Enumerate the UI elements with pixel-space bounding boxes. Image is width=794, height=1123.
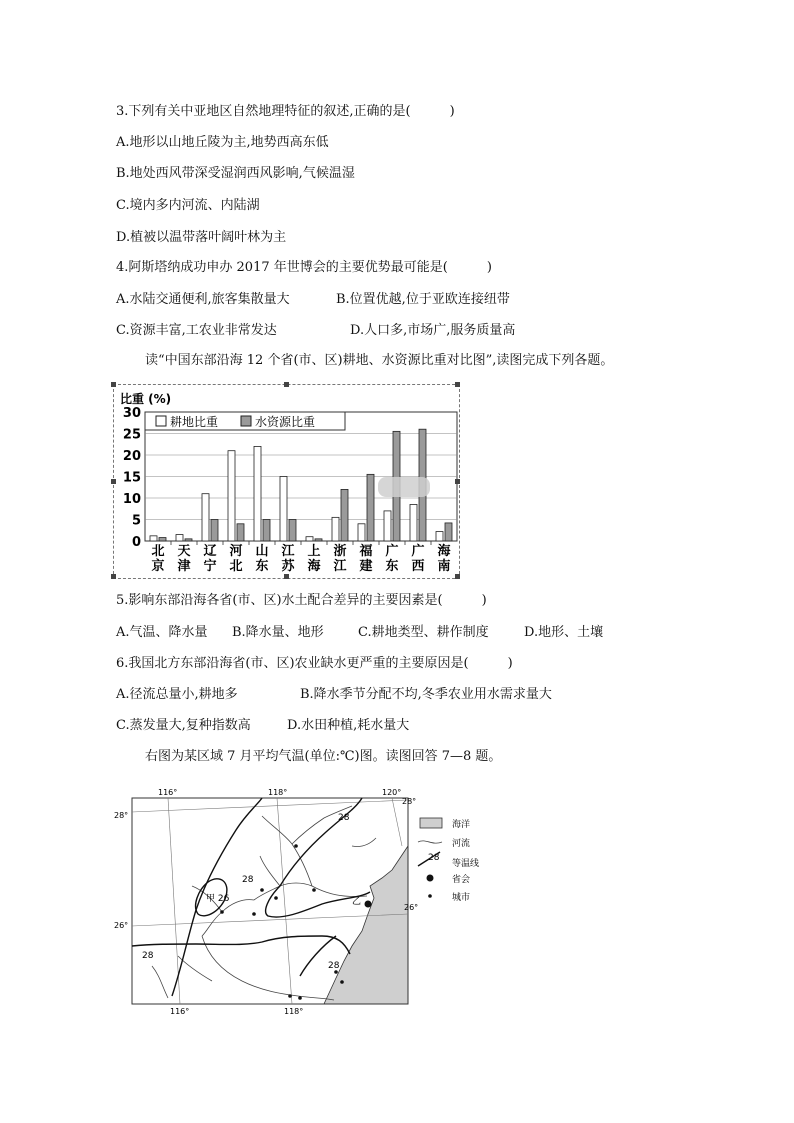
temperature-map xyxy=(112,786,532,1016)
bar-water xyxy=(341,489,348,541)
category-label: 北 xyxy=(229,559,243,574)
q3-option-d: D.植被以温带落叶阔叶林为主 xyxy=(116,230,287,245)
legend-river-symbol xyxy=(418,841,442,843)
resize-handle xyxy=(455,382,460,387)
q3-option-c: C.境内多内河流、内陆湖 xyxy=(116,198,260,213)
y-tick-label: 25 xyxy=(122,427,141,443)
q5-option-a: A.气温、降水量 xyxy=(116,625,208,640)
lon-label: 116° xyxy=(170,1007,190,1016)
resize-handle xyxy=(455,574,460,579)
legend-capital-symbol xyxy=(427,875,434,882)
category-label: 东 xyxy=(385,559,399,574)
q4-option-a: A.水陆交通便利,旅客集散量大 xyxy=(116,292,290,307)
bar-cropland xyxy=(202,494,209,541)
q4-option-d: D.人口多,市场广,服务质量高 xyxy=(350,323,516,338)
legend-swatch-cropland xyxy=(156,416,166,426)
bar-water xyxy=(185,539,192,541)
bar-cropland xyxy=(332,517,339,541)
bar-water xyxy=(159,538,166,541)
bar-cropland xyxy=(150,536,157,541)
category-label: 宁 xyxy=(203,559,217,574)
lat-label: 26° xyxy=(114,921,129,930)
q5-stem: 5.影响东部沿海各省(市、区)水土配合差异的主要因素是( ) xyxy=(116,593,487,608)
isotherm-label: 28 xyxy=(328,961,340,971)
resize-handle xyxy=(111,574,116,579)
legend-label-water: 水资源比重 xyxy=(255,415,316,429)
category-label: 苏 xyxy=(281,559,295,574)
chart-frame xyxy=(113,384,460,579)
legend-ocean-swatch xyxy=(420,818,442,828)
bar-water xyxy=(263,520,270,542)
resize-handle xyxy=(111,382,116,387)
category-label: 海 xyxy=(437,544,451,559)
bar-cropland xyxy=(228,451,235,541)
category-label: 山 xyxy=(255,544,269,559)
bar-water xyxy=(367,474,374,541)
y-tick-label: 30 xyxy=(122,406,141,421)
bar-cropland xyxy=(254,446,261,541)
category-label: 天 xyxy=(177,544,191,559)
isotherm-label: 28 xyxy=(338,813,350,823)
latitude-line xyxy=(132,800,408,812)
lon-label: 116° xyxy=(158,788,178,797)
point-jia-label: 甲 26 xyxy=(206,894,230,904)
category-label: 福 xyxy=(359,544,373,559)
y-tick-label: 10 xyxy=(122,492,141,507)
legend-city-label: 城市 xyxy=(452,893,471,903)
legend-swatch-water xyxy=(241,416,251,426)
q6-option-c: C.蒸发量大,复种指数高 xyxy=(116,718,251,733)
resize-handle xyxy=(455,479,460,484)
category-label: 东 xyxy=(255,559,269,574)
bar-cropland xyxy=(436,532,443,541)
bar-chart xyxy=(114,385,459,578)
q3-option-b: B.地处西风带深受湿润西风影响,气候温湿 xyxy=(116,166,355,181)
lat-label: 28° xyxy=(402,797,417,806)
legend-isotherm-value: 28 xyxy=(428,853,440,863)
bar-water xyxy=(445,523,452,541)
q5-option-b: B.降水量、地形 xyxy=(232,625,324,640)
bar-water xyxy=(315,539,322,541)
category-label: 西 xyxy=(411,559,425,574)
legend-capital-label: 省会 xyxy=(452,875,471,885)
lat-label: 28° xyxy=(114,811,129,820)
bar-water xyxy=(289,520,296,542)
category-label: 南 xyxy=(437,559,451,574)
lat-label: 26° xyxy=(404,903,419,912)
category-label: 江 xyxy=(333,559,347,574)
lon-label: 118° xyxy=(268,788,288,797)
resize-handle xyxy=(284,382,289,387)
q3-option-a: A.地形以山地丘陵为主,地势西高东低 xyxy=(116,135,329,150)
map-intro: 右图为某区域 7 月平均气温(单位:℃)图。读图回答 7—8 题。 xyxy=(145,749,502,764)
bar-cropland xyxy=(384,511,391,541)
lon-label: 118° xyxy=(284,1007,304,1016)
q4-option-b: B.位置优越,位于亚欧连接纽带 xyxy=(336,292,510,307)
capital-marker xyxy=(365,901,372,908)
chart-intro: 读“中国东部沿海 12 个省(市、区)耕地、水资源比重对比图”,读图完成下列各题。 xyxy=(145,353,614,368)
bar-water xyxy=(211,520,218,542)
bar-cropland xyxy=(176,535,183,541)
q3-stem: 3.下列有关中亚地区自然地理特征的叙述,正确的是( ) xyxy=(116,104,455,119)
legend-isotherm-label: 等温线 xyxy=(452,859,480,869)
bar-water xyxy=(237,524,244,541)
q6-option-b: B.降水季节分配不均,冬季农业用水需求量大 xyxy=(300,687,552,702)
bar-cropland xyxy=(306,537,313,541)
resize-handle xyxy=(284,574,289,579)
longitude-line xyxy=(392,798,402,846)
legend-city-symbol xyxy=(428,894,432,898)
category-label: 江 xyxy=(281,544,295,559)
ocean-area xyxy=(324,846,408,1004)
legend-river-label: 河流 xyxy=(452,839,471,849)
q6-option-d: D.水田种植,耗水量大 xyxy=(287,718,410,733)
q4-option-c: C.资源丰富,工农业非常发达 xyxy=(116,323,277,338)
q4-stem: 4.阿斯塔纳成功申办 2017 年世博会的主要优势最可能是( ) xyxy=(116,260,492,275)
category-label: 浙 xyxy=(333,544,347,559)
legend-ocean-label: 海洋 xyxy=(452,820,471,830)
bar-cropland xyxy=(358,524,365,541)
blur-mark xyxy=(378,477,430,497)
q5-option-c: C.耕地类型、耕作制度 xyxy=(358,625,489,640)
category-label: 河 xyxy=(229,544,243,559)
category-label: 海 xyxy=(307,559,321,574)
point-yi-label: 乙 xyxy=(352,897,362,907)
resize-handle xyxy=(111,479,116,484)
category-label: 上 xyxy=(307,544,321,559)
y-tick-label: 20 xyxy=(122,449,141,464)
isotherm-label: 28 xyxy=(242,875,254,885)
category-label: 广 xyxy=(385,544,399,559)
longitude-line xyxy=(277,798,292,1004)
q5-option-d: D.地形、土壤 xyxy=(524,625,604,640)
y-tick-label: 0 xyxy=(131,535,141,550)
category-label: 广 xyxy=(411,544,425,559)
bar-cropland xyxy=(410,504,417,541)
chart-ylabel: 比重 (%) xyxy=(120,392,172,406)
y-tick-label: 15 xyxy=(122,470,141,486)
category-label: 辽 xyxy=(203,544,217,559)
isotherm-label: 28 xyxy=(142,951,154,961)
y-tick-label: 5 xyxy=(131,513,141,529)
lon-label: 120° xyxy=(382,788,402,797)
category-label: 北 xyxy=(151,544,165,559)
q6-option-a: A.径流总量小,耕地多 xyxy=(116,687,238,702)
category-label: 京 xyxy=(151,559,165,574)
category-label: 建 xyxy=(359,559,373,574)
bar-cropland xyxy=(280,477,287,542)
category-label: 津 xyxy=(177,559,191,574)
legend-label-cropland: 耕地比重 xyxy=(170,415,219,429)
q6-stem: 6.我国北方东部沿海省(市、区)农业缺水更严重的主要原因是( ) xyxy=(116,656,513,671)
